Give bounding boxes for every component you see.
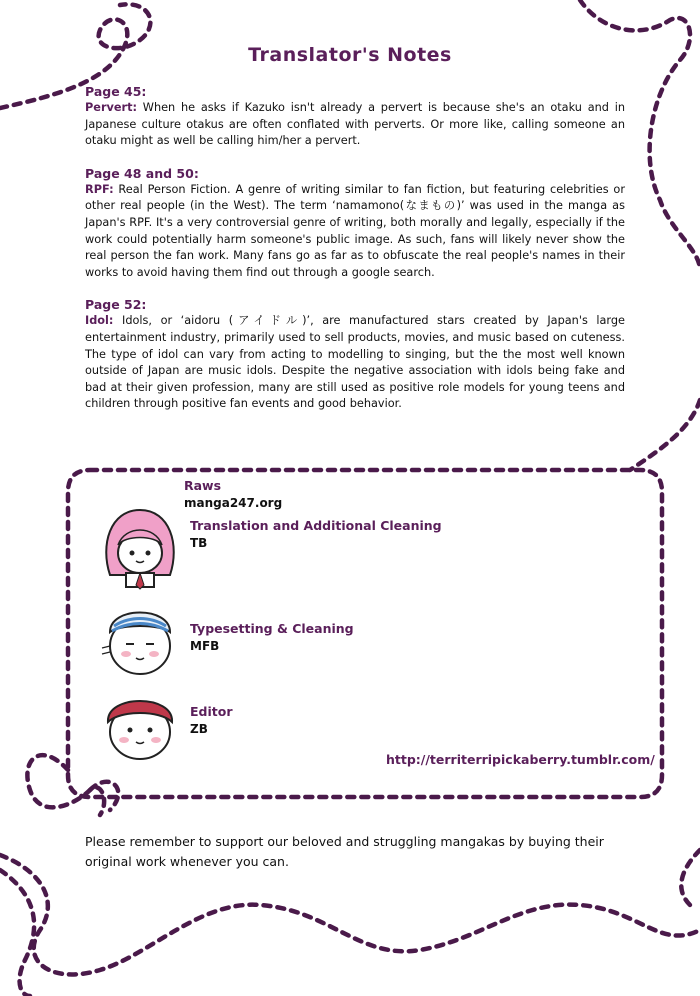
raws-value: manga247.org — [184, 496, 283, 510]
red-cap-girl-avatar — [100, 686, 180, 764]
raws-label: Raws — [184, 478, 222, 493]
note-term: Idol: — [85, 314, 114, 328]
note-page-48-50 — [85, 165, 625, 282]
page-title: Translator's Notes — [248, 44, 452, 66]
note-body — [85, 182, 625, 282]
note-text: When he asks if Kazuko isn't already a pervert is because she's an otaku and in Japanese culture otakus are often conflated with perverts. Or more like, calling someone an otaku might as well be calling him/her a pervert. — [85, 101, 625, 148]
turban-boy-avatar — [100, 598, 180, 680]
translation-value: TB — [190, 536, 208, 550]
editor-value: ZB — [190, 722, 208, 736]
notes-section — [85, 83, 625, 428]
note-term: Pervert: — [85, 101, 138, 114]
note-page-label: Page 52: — [85, 297, 147, 313]
note-page-label: Page 48 and 50: — [85, 165, 199, 181]
note-page-45 — [85, 83, 625, 150]
note-text: Idols, or ‘aidoru (アイドル)’, are manufactured stars created by Japan's large entertainment industry, primarily used to sell products, movies, and music based on cuteness. The type of idol can vary from acting to modelling to singing, but the the most well known outside of Japan are music idols. Despite the negative association with idols being fake and bad at their given profession, many are still used as positive role models for young teens and children through positive fan events and good behavior. — [85, 314, 625, 411]
note-page-label: Page 45: — [85, 84, 147, 99]
editor-label: Editor — [190, 704, 233, 719]
translation-label: Translation and Additional Cleaning — [190, 518, 442, 533]
note-body — [85, 100, 625, 150]
footer-message: Please remember to support our beloved and struggling mangakas by buying their original work whenever you can. — [85, 834, 604, 869]
note-text: Real Person Fiction. A genre of writing similar to fan fiction, but featuring celebrities or other real people (in the West). The term ‘namamono(なまもの)’ was used in the manga as Japan's RPF. It's a very controversial genre of writing, both morally and legally, especially if the work could potentially harm someone's public image. As such, fans will likely never show the real person the fan work. Many fans go as far as to obfuscate the real people's names in their works to avoid having them find out through a google search. — [85, 182, 625, 279]
typesetting-label: Typesetting & Cleaning — [190, 621, 354, 636]
note-page-52 — [85, 296, 625, 413]
note-term: RPF: — [85, 182, 114, 196]
website-link[interactable]: http://territerripickaberry.tumblr.com/ — [386, 752, 655, 767]
note-body — [85, 313, 625, 413]
pink-hair-girl-avatar — [100, 505, 180, 590]
typesetting-value: MFB — [190, 639, 220, 653]
